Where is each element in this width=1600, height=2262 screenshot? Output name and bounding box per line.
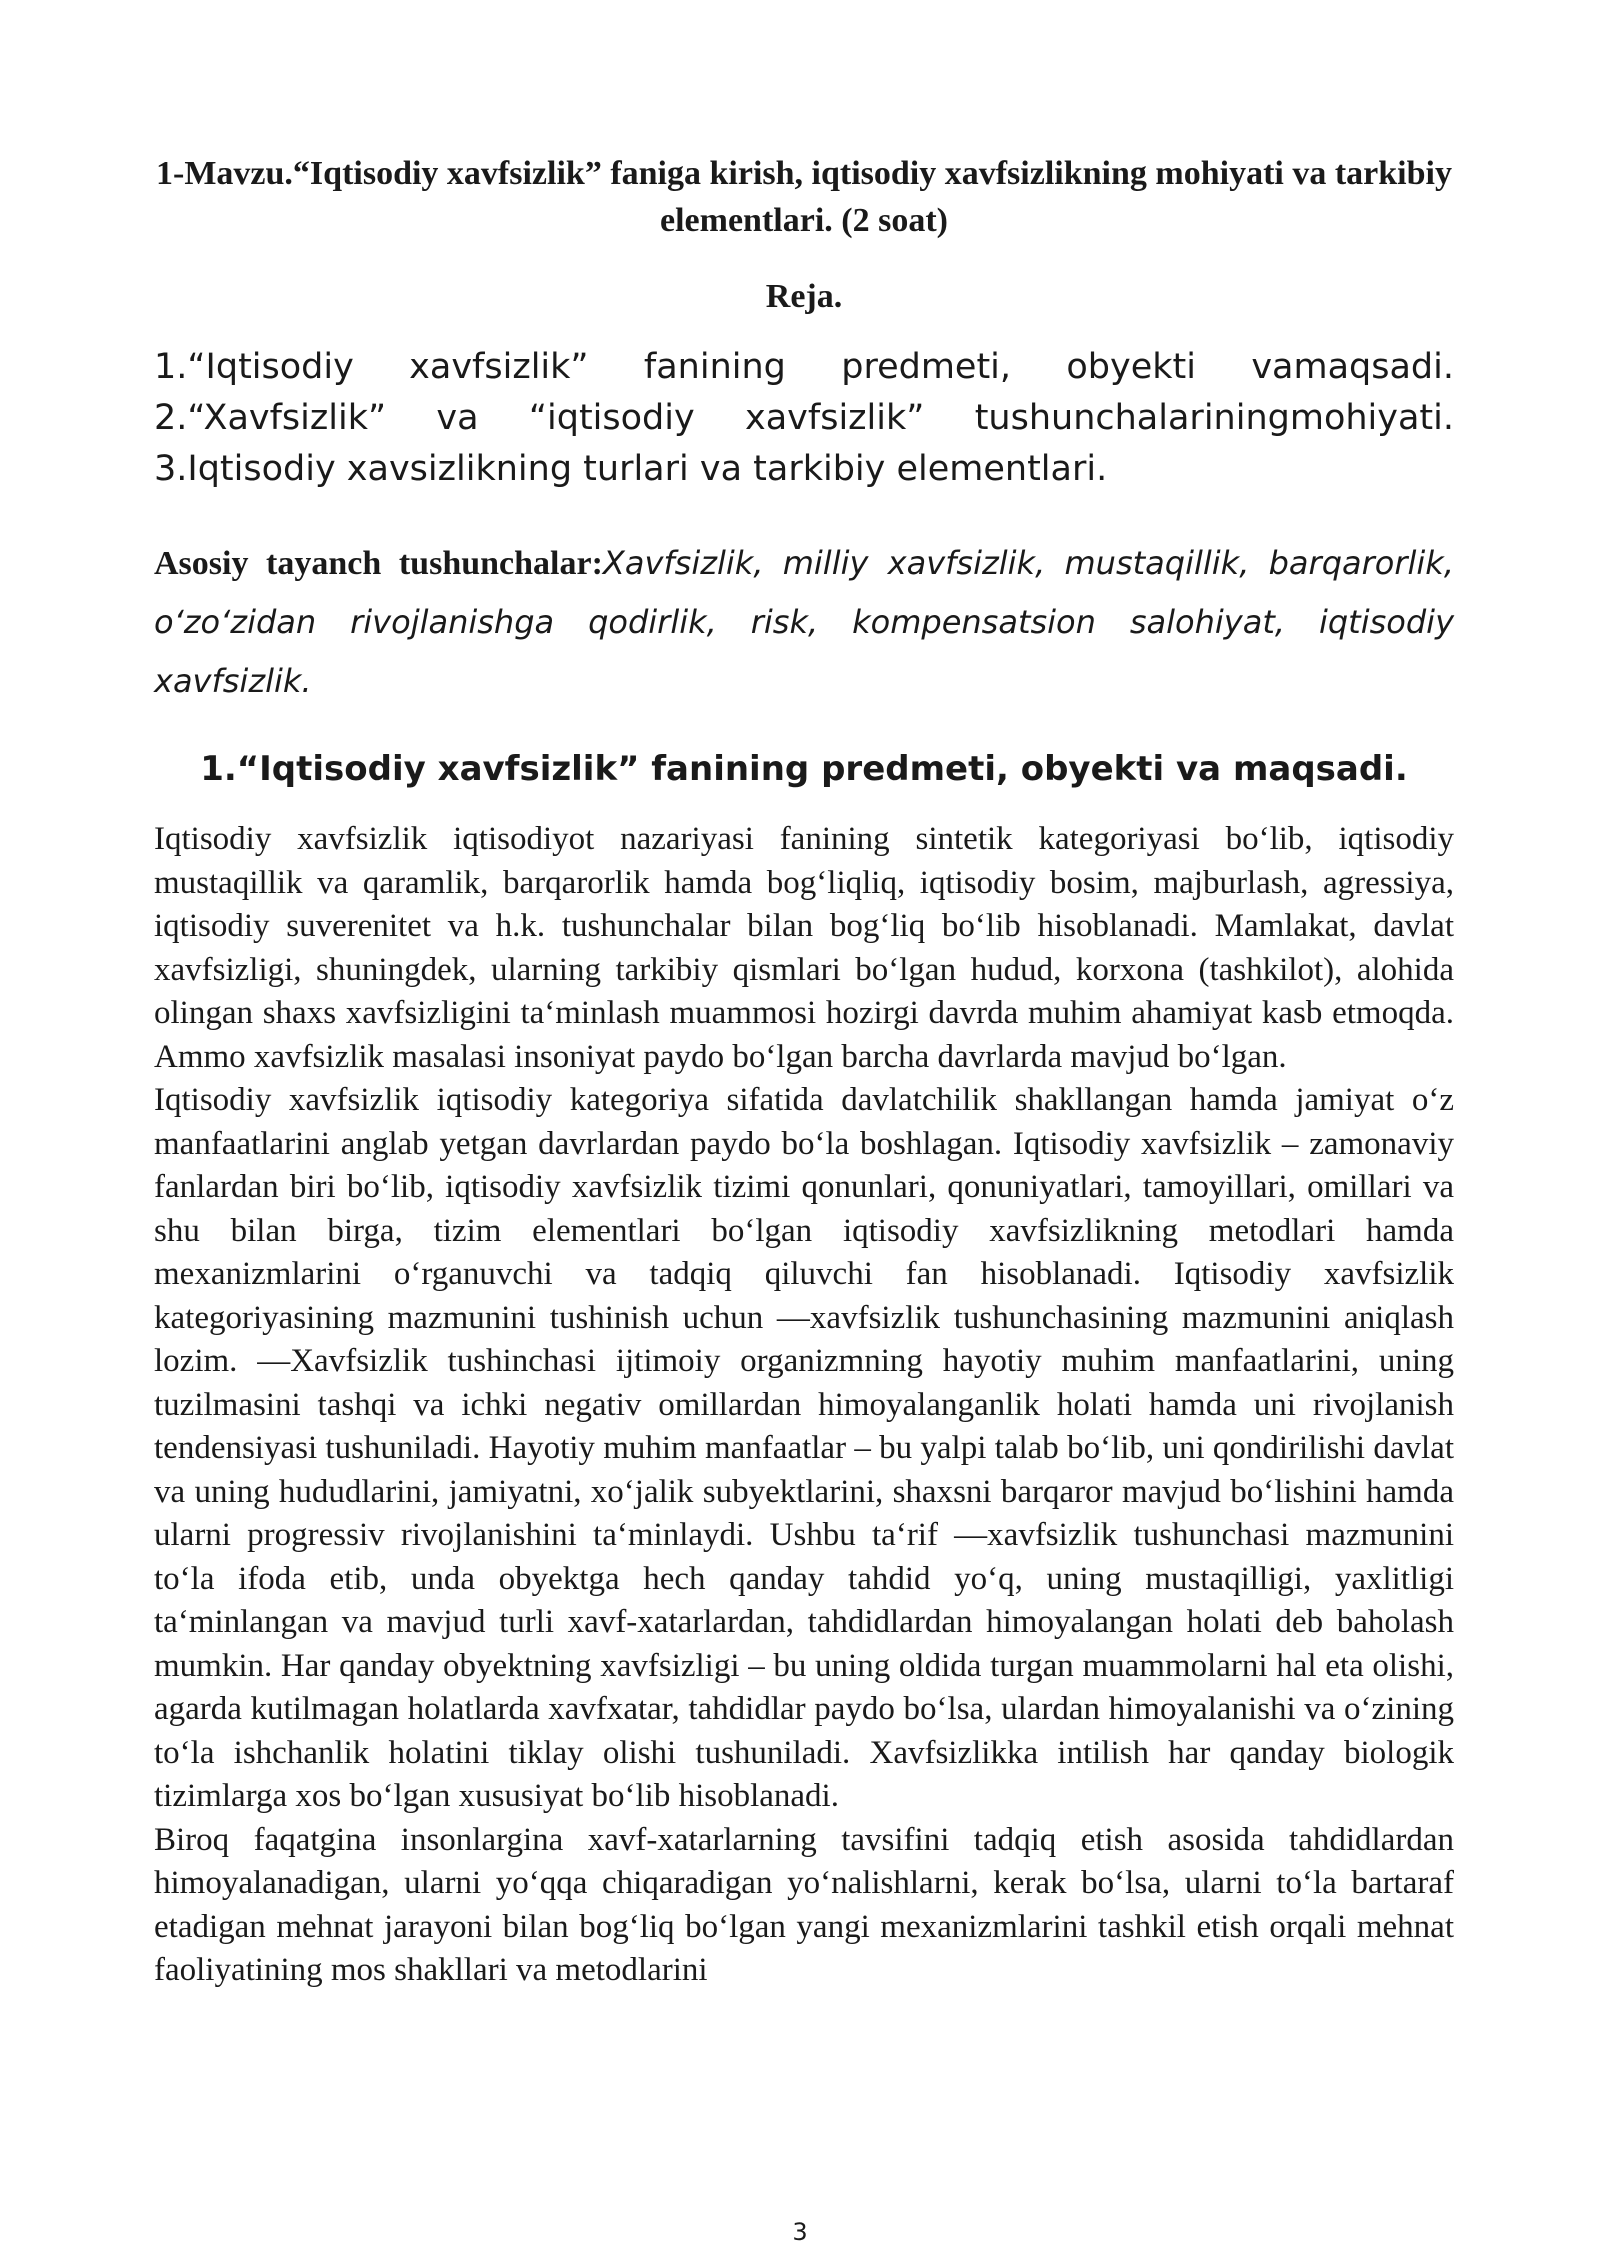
page-number: 3 xyxy=(792,2218,808,2246)
paragraph-2: Iqtisodiy xavfsizlik iqtisodiy kategoriya sifatida davlatchilik shakllangan hamda jamiyat o‘z manfaatlarini anglab yetgan davrlardan paydo bo‘la boshlagan. Iqtisodiy xavfsizlik – zamonaviy fanlardan biri bo‘lib, iqtisodiy xavfsizlik tizimi qonunlari, qonuniyatlari, tamoyillari, omillari va shu bilan birga, tizim elementlari bo‘lgan iqtisodiy xavfsizlikning metodlari hamda mexanizmlarini o‘rganuvchi va tadqiq qiluvchi fan hisoblanadi. Iqtisodiy xavfsizlik kategoriyasining mazmunini tushinish uchun —xavfsizlik tushunchasining mazmunini aniqlash lozim. —Xavfsizlik tushinchasi ijtimoiy organizmning hayotiy muhim manfaatlarini, uning tuzilmasini tashqi va ichki negativ omillardan himoyalanganlik holati hamda uni rivojlanish tendensiyasi tushuniladi. Hayotiy muhim manfaatlar – bu yalpi talab bo‘lib, uni qondirilishi davlat va uning hududlarini, jamiyatni, xo‘jalik subyektlarini, shaxsni barqaror mavjud bo‘lishini hamda ularni progressiv rivojlanishini ta‘minlaydi. Ushbu ta‘rif —xavfsizlik tushunchasi mazmunini to‘la ifoda etib, unda obyektga hech qanday tahdid yo‘q, uning mustaqilligi, yaxlitligi ta‘minlangan va mavjud turli xavf-xatarlardan, tahdidlardan himoyalangan holati deb baholash mumkin. Har qanday obyektning xavfsizligi – bu uning oldida turgan muammolarni hal eta olishi, agarda kutilmagan holatlarda xavfxatar, tahdidlar paydo bo‘lsa, ulardan himoyalanishi va o‘zining to‘la ishchanlik holatini tiklay olishi tushuniladi. Xavfsizlikka intilish har qanday biologik tizimlarga xos bo‘lgan xususiyat bo‘lib hisoblanadi. xyxy=(154,1082,1454,1814)
document-title: 1-Mavzu.“Iqtisodiy xavfsizlik” faniga kirish, iqtisodiy xavfsizlikning mohiyati va tarkibiy elementlari. (2 soat) xyxy=(156,155,1452,239)
plan-heading: Reja. xyxy=(765,278,843,315)
plan-item-2: 2.“Xavfsizlik” va “iqtisodiy xavfsizlik” tushunchalariningmohiyati. xyxy=(154,398,1454,438)
key-concepts xyxy=(154,537,1454,714)
key-concepts-label: Asosiy tayanch tushunchalar: xyxy=(154,545,603,582)
plan-item-1: 1.“Iqtisodiy xavfsizlik” fanining predmeti, obyekti vamaqsadi. xyxy=(154,347,1454,387)
body-text xyxy=(154,818,1454,1993)
plan-list xyxy=(154,342,1454,495)
paragraph-3: Biroq faqatgina insonlargina xavf-xatarlarning tavsifini tadqiq etish asosida tahdidlardan himoyalanadigan, ularni yo‘qqa chiqaradigan yo‘nalishlarni, kerak bo‘lsa, ularni to‘la bartaraf etadigan mehnat jarayoni bilan bog‘liq bo‘lgan yangi mexanizmlarini tashkil etish orqali mehnat faoliyatining mos shakllari va metodlarini xyxy=(154,1821,1454,1988)
key-concepts-terms: Xavfsizlik, milliy xavfsizlik, mustaqillik, barqarorlik, o‘zo‘zidan rivojlanishga qodirlik, risk, kompensatsion salohiyat, iqtisodiy xavfsizlik. xyxy=(154,544,1454,700)
section-heading: 1.“Iqtisodiy xavfsizlik” fanining predmeti, obyekti va maqsadi. xyxy=(200,749,1408,789)
document-page xyxy=(154,150,1454,1993)
plan-item-3: 3.Iqtisodiy xavsizlikning turlari va tarkibiy elementlari. xyxy=(154,449,1108,489)
paragraph-1: Iqtisodiy xavfsizlik iqtisodiyot nazariyasi fanining sintetik kategoriyasi bo‘lib, iqtisodiy mustaqillik va qaramlik, barqarorlik hamda bog‘liqliq, iqtisodiy bosim, majburlash, agressiya, iqtisodiy suverenitet va h.k. tushunchalar bilan bog‘liq bo‘lib hisoblanadi. Mamlakat, davlat xavfsizligi, shuningdek, ularning tarkibiy qismlari bo‘lgan hudud, korxona (tashkilot), alohida olingan shaxs xavfsizligini ta‘minlash muammosi hozirgi davrda muhim ahamiyat kasb etmoqda. Ammo xavfsizlik masalasi insoniyat paydo bo‘lgan barcha davrlarda mavjud bo‘lgan. xyxy=(154,821,1454,1075)
